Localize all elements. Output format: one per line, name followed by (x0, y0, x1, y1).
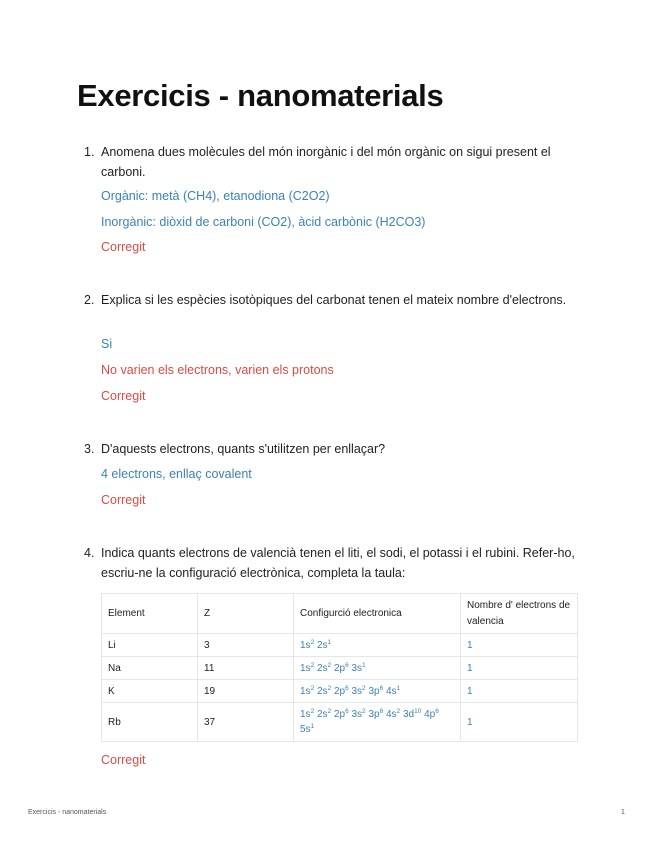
orbital: 1s (300, 685, 311, 697)
cell-valence: 1 (461, 703, 578, 742)
electron-count: 6 (345, 684, 349, 692)
electron-count: 2 (362, 684, 366, 692)
cell-valence: 1 (461, 634, 578, 657)
cell-config (294, 657, 461, 680)
status-corrected: Corregit (101, 240, 146, 254)
valence-table (101, 593, 578, 742)
cell-element: Li (102, 634, 198, 657)
question-text: Anomena dues molècules del món inorgànic i del món orgànic on sigui present el carboni. (101, 145, 551, 179)
question-number: 4. (84, 546, 95, 560)
orbital: 3s (351, 709, 363, 720)
cell-config (294, 703, 461, 742)
answer: Si (101, 337, 113, 351)
orbital: 3s (351, 685, 363, 697)
orbital: 2s (316, 662, 328, 674)
electron-count: 2 (362, 708, 366, 715)
table-row (102, 680, 578, 703)
electron-count: 2 (327, 684, 332, 692)
orbital: 4p (424, 709, 436, 720)
cell-z: 19 (198, 680, 294, 703)
electron-count: 2 (327, 708, 332, 715)
cell-z: 37 (198, 703, 294, 742)
cell-element: Rb (102, 703, 198, 742)
orbital: 3s (351, 662, 363, 674)
cell-config (294, 634, 461, 657)
answer: 4 electrons, enllaç covalent (101, 467, 252, 481)
orbital: 2p (333, 662, 346, 674)
header-z: Z (198, 594, 294, 634)
table-header-row (102, 594, 578, 634)
orbital: 1s (300, 639, 311, 651)
cell-element: K (102, 680, 198, 703)
electron-count: 2 (310, 708, 315, 715)
electron-count: 2 (310, 638, 315, 646)
header-element: Element (102, 594, 198, 634)
answer-organic: Orgànic: metà (CH4), etanodiona (C2O2) (101, 189, 330, 203)
correction-note: No varien els electrons, varien els protons (101, 363, 334, 377)
electron-count: 1 (327, 638, 332, 646)
question-text: Indica quants electrons de valencià tenen el liti, el sodi, el potassi i el rubini. Refer-ho, escriu-ne la configuració electrònica, completa la taula: (101, 546, 575, 580)
table-row (102, 657, 578, 680)
electron-count: 1 (396, 684, 401, 692)
orbital: 2p (333, 709, 346, 720)
cell-valence: 1 (461, 680, 578, 703)
orbital: 4s (385, 709, 397, 720)
cell-config (294, 680, 461, 703)
electron-count: 2 (327, 661, 332, 669)
electron-count: 1 (310, 723, 315, 730)
electron-count: 6 (379, 684, 384, 692)
cell-z: 3 (198, 634, 294, 657)
footer-title: Exercicis - nanomaterials (28, 809, 107, 816)
electron-count: 6 (379, 708, 384, 715)
header-config: Configurció electronica (294, 594, 461, 634)
electron-count: 6 (435, 708, 439, 715)
question-text: Explica si les espècies isotòpiques del carbonat tenen el mateix nombre d'electrons. (101, 293, 567, 307)
status-corrected: Corregit (101, 389, 146, 403)
status-corrected: Corregit (101, 493, 146, 507)
page-title: Exercicis - nanomaterials (77, 78, 444, 113)
orbital: 3d (402, 709, 415, 720)
table-row (102, 634, 578, 657)
cell-valence: 1 (461, 657, 578, 680)
electron-count: 2 (396, 708, 401, 715)
page-number: 1 (621, 809, 625, 816)
orbital: 2s (316, 639, 328, 651)
orbital: 2p (333, 685, 346, 697)
question-text: D'aquests electrons, quants s'utilitzen per enllaçar? (101, 442, 386, 456)
orbital: 2s (316, 709, 328, 720)
electron-count: 10 (414, 708, 422, 715)
orbital: 2s (316, 685, 328, 697)
orbital: 4s (385, 685, 397, 697)
electron-count: 2 (310, 661, 315, 669)
electron-count: 6 (345, 708, 349, 715)
orbital: 1s (300, 709, 311, 720)
cell-element: Na (102, 657, 198, 680)
header-valence: Nombre d' electrons de valencia (461, 594, 578, 634)
orbital: 3p (368, 685, 380, 697)
question-number: 2. (84, 293, 95, 307)
orbital: 5s (300, 724, 311, 735)
electron-count: 1 (362, 661, 366, 669)
orbital: 3p (368, 709, 380, 720)
question-number: 1. (84, 145, 95, 159)
cell-z: 11 (198, 657, 294, 680)
electron-count: 6 (345, 661, 349, 669)
electron-count: 2 (310, 684, 315, 692)
answer-inorganic: Inorgànic: diòxid de carboni (CO2), àcid carbònic (H2CO3) (101, 215, 426, 229)
question-number: 3. (84, 442, 95, 456)
status-corrected: Corregit (101, 753, 146, 767)
orbital: 1s (300, 662, 311, 674)
table-row (102, 703, 578, 742)
